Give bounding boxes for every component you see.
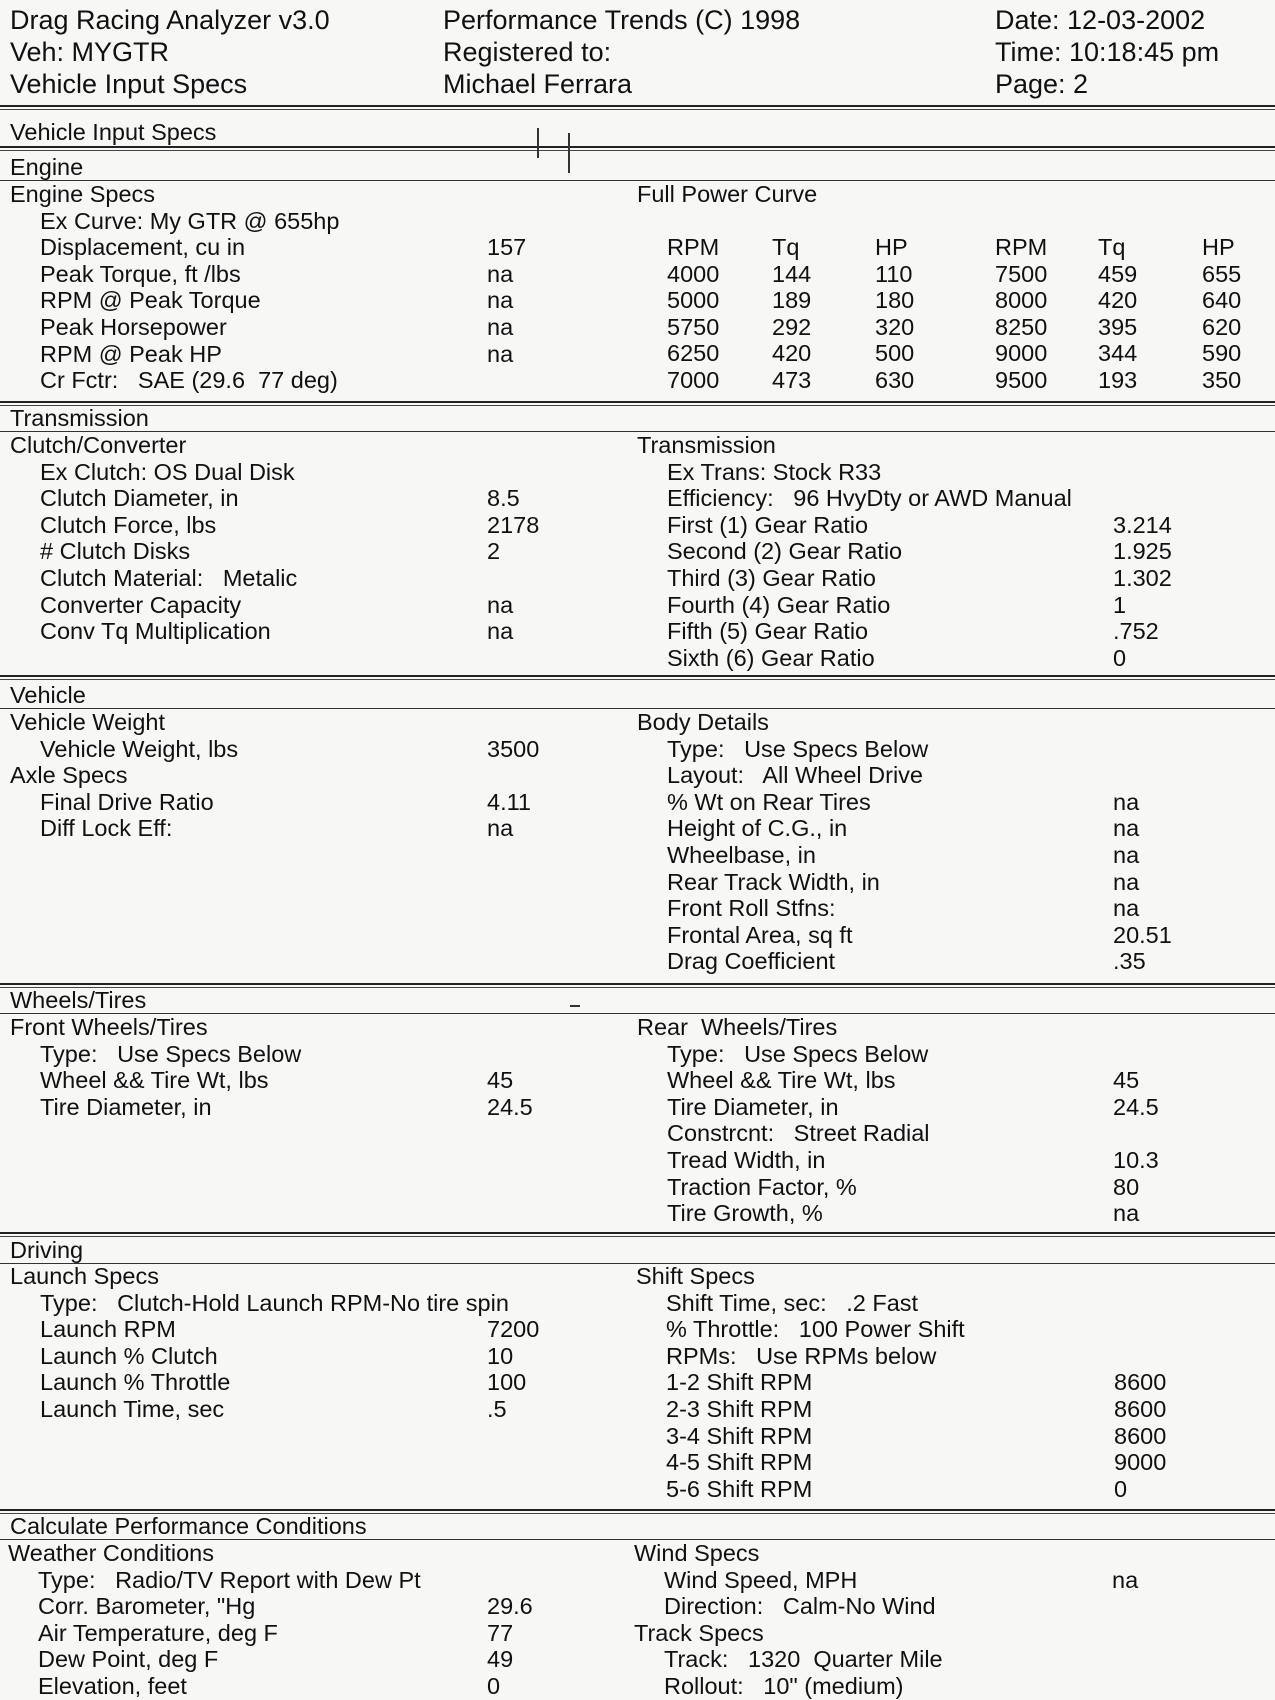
spec-row <box>10 367 610 394</box>
spec-row <box>637 948 1267 975</box>
spec-label: Ex Curve: My GTR @ 655hp <box>40 207 340 234</box>
power-curve-col-header: RPM <box>995 234 1048 260</box>
spec-row <box>637 1067 1267 1094</box>
spec-row <box>637 1174 1267 1201</box>
spec-value: 20.51 <box>1113 921 1172 948</box>
group-heading: Track Specs <box>634 1619 764 1646</box>
power-curve-cell: 620 <box>1202 313 1242 340</box>
spec-row <box>10 341 610 368</box>
group-heading: Transmission <box>637 432 776 458</box>
spec-row <box>637 1094 1267 1121</box>
spec-label: Tread Width, in <box>667 1146 826 1173</box>
spec-label: Air Temperature, deg F <box>38 1619 278 1646</box>
rear-wheels-tires <box>637 1014 1267 1227</box>
divider <box>0 401 1275 406</box>
spec-row <box>637 565 1267 592</box>
shift-specs <box>636 1263 1266 1502</box>
spec-value: 9000 <box>1114 1449 1167 1476</box>
power-curve-cell: 655 <box>1202 260 1242 287</box>
spec-row <box>634 1646 1264 1673</box>
spec-value: na <box>487 618 514 645</box>
spec-value: 1.925 <box>1113 538 1172 565</box>
spec-label: Clutch Force, lbs <box>40 511 217 538</box>
spec-value: na <box>487 287 514 314</box>
spec-value: na <box>1113 788 1140 815</box>
spec-label: RPM @ Peak Torque <box>40 287 261 314</box>
group-heading: Rear Wheels/Tires <box>637 1014 838 1040</box>
spec-value: na <box>487 313 514 340</box>
spec-label: RPMs: Use RPMs below <box>666 1342 937 1369</box>
group-heading: Weather Conditions <box>8 1540 214 1566</box>
spec-value: 8600 <box>1114 1395 1167 1422</box>
spec-row <box>637 592 1267 619</box>
spec-value: 8600 <box>1114 1422 1167 1449</box>
spec-row <box>637 869 1267 896</box>
vehicle-name: Veh: MYGTR <box>10 37 170 67</box>
spec-label: Frontal Area, sq ft <box>667 921 853 948</box>
spec-label: Peak Horsepower <box>40 313 227 340</box>
spec-value: 157 <box>487 234 527 261</box>
spec-value: 8600 <box>1114 1369 1167 1396</box>
spec-value: 49 <box>487 1646 514 1673</box>
spec-row <box>637 485 1267 512</box>
spec-row <box>8 1567 608 1594</box>
scan-artifact <box>568 133 570 173</box>
spec-row <box>637 815 1267 842</box>
group-heading: Clutch/Converter <box>10 432 187 458</box>
spec-label: Type: Clutch-Hold Launch RPM-No tire spin <box>40 1289 509 1316</box>
spec-row <box>10 1041 610 1068</box>
spec-row <box>8 1646 608 1673</box>
transmission-specs <box>637 432 1267 671</box>
spec-row <box>10 287 610 314</box>
spec-row <box>10 1094 610 1121</box>
body-details <box>637 709 1267 975</box>
spec-value: 10 <box>487 1342 514 1369</box>
power-curve-cell: 9500 <box>995 367 1048 393</box>
spec-row <box>637 895 1267 922</box>
spec-value: na <box>487 815 514 842</box>
spec-value: na <box>1112 1566 1139 1593</box>
spec-value: na <box>1113 1200 1140 1227</box>
spec-label: RPM @ Peak HP <box>40 340 222 367</box>
header-left <box>10 4 330 100</box>
spec-label: Launch Time, sec <box>40 1395 225 1422</box>
spec-row <box>10 512 610 539</box>
group-heading: Front Wheels/Tires <box>10 1014 208 1040</box>
spec-row <box>637 1200 1267 1227</box>
spec-label: Conv Tq Multiplication <box>40 618 271 645</box>
power-curve-cell: 5750 <box>667 313 720 340</box>
spec-value: 80 <box>1113 1173 1140 1200</box>
spec-value: 7200 <box>487 1316 540 1343</box>
spec-label: Shift Time, sec: .2 Fast <box>666 1289 919 1316</box>
page-number: Page: 2 <box>995 69 1089 99</box>
power-curve-cell: 344 <box>1098 340 1138 367</box>
report-time: Time: 10:18:45 pm <box>995 37 1220 67</box>
spec-row <box>636 1369 1266 1396</box>
report-header <box>0 4 1275 104</box>
spec-label: Drag Coefficient <box>667 948 836 975</box>
spec-label: Launch % Clutch <box>40 1342 218 1369</box>
spec-value: 24.5 <box>487 1093 533 1120</box>
spec-row <box>10 485 610 512</box>
spec-value: 45 <box>487 1067 514 1094</box>
spec-label: Direction: Calm-No Wind <box>664 1593 936 1620</box>
spec-label: Sixth (6) Gear Ratio <box>667 644 875 671</box>
divider <box>0 675 1275 680</box>
spec-label: Peak Torque, ft /lbs <box>40 260 241 287</box>
spec-label: Third (3) Gear Ratio <box>667 564 876 591</box>
spec-row <box>637 618 1267 645</box>
spec-label: 5-6 Shift RPM <box>666 1475 813 1502</box>
spec-row <box>10 261 610 288</box>
header-divider <box>0 105 1275 110</box>
spec-label: Wheel && Tire Wt, lbs <box>667 1067 896 1094</box>
spec-value: 0 <box>1114 1475 1128 1502</box>
spec-label: Fourth (4) Gear Ratio <box>667 591 891 618</box>
spec-label: Converter Capacity <box>40 591 242 618</box>
spec-row <box>10 1290 610 1317</box>
power-curve-col-header: Tq <box>1098 234 1126 260</box>
spec-value: 0 <box>1113 644 1127 671</box>
section-vehicle-title: Vehicle <box>10 682 86 708</box>
group-heading: Wind Specs <box>634 1540 760 1566</box>
spec-row <box>636 1449 1266 1476</box>
spec-label: Launch % Throttle <box>40 1369 231 1396</box>
section-conditions-title: Calculate Performance Conditions <box>10 1513 367 1539</box>
spec-label: Track: 1320 Quarter Mile <box>664 1646 943 1673</box>
spec-value: 77 <box>487 1619 514 1646</box>
spec-label: Dew Point, deg F <box>38 1646 219 1673</box>
spec-row <box>10 208 610 235</box>
spec-value: 10.3 <box>1113 1146 1159 1173</box>
vehicle-weight-axle <box>10 709 610 842</box>
clutch-converter <box>10 432 610 645</box>
section-wheels-title: Wheels/Tires <box>10 987 147 1013</box>
report-name: Vehicle Input Specs <box>10 69 248 99</box>
spec-value: 4.11 <box>487 788 531 815</box>
power-curve-cell: 320 <box>875 313 915 340</box>
divider <box>0 983 1275 988</box>
spec-label: Constrcnt: Street Radial <box>667 1120 930 1147</box>
spec-label: Tire Diameter, in <box>667 1093 839 1120</box>
spec-value: 3500 <box>487 735 540 762</box>
group-heading: Vehicle Weight <box>10 709 166 735</box>
spec-label: Front Roll Stfns: <box>667 895 836 922</box>
spec-row <box>8 1620 608 1647</box>
spec-row <box>10 234 610 261</box>
power-curve-col-header: RPM <box>667 234 720 260</box>
spec-label: Efficiency: 96 HvyDty or AWD Manual <box>667 485 1072 512</box>
spec-row <box>637 512 1267 539</box>
scan-artifact <box>570 1005 580 1007</box>
spec-label: Rear Track Width, in <box>667 868 880 895</box>
power-curve-cell: 5000 <box>667 287 720 314</box>
spec-value: na <box>1113 868 1140 895</box>
spec-value: 1 <box>1113 591 1127 618</box>
power-curve-cell: 292 <box>772 313 812 340</box>
power-curve-cell: 473 <box>772 367 812 393</box>
spec-row <box>10 1067 610 1094</box>
spec-value: .35 <box>1113 948 1146 975</box>
spec-row <box>10 314 610 341</box>
spec-row <box>636 1290 1266 1317</box>
power-curve-cell: 6250 <box>667 340 720 367</box>
header-right <box>995 4 1219 100</box>
spec-value: 24.5 <box>1113 1093 1159 1120</box>
power-curve-cell: 350 <box>1202 367 1242 393</box>
power-curve-col-header: HP <box>875 234 908 260</box>
app-title: Drag Racing Analyzer v3.0 <box>10 5 330 35</box>
spec-label: First (1) Gear Ratio <box>667 511 869 538</box>
group-heading: Axle Specs <box>10 762 128 789</box>
spec-label: 2-3 Shift RPM <box>666 1395 813 1422</box>
section-driving-title: Driving <box>10 1237 84 1263</box>
spec-label: Vehicle Weight, lbs <box>40 735 239 762</box>
registered-name: Michael Ferrara <box>443 69 633 99</box>
spec-label: Ex Trans: Stock R33 <box>667 458 882 485</box>
spec-row <box>637 1041 1267 1068</box>
engine-specs <box>10 181 610 394</box>
header-center <box>443 4 800 100</box>
spec-row <box>10 736 610 763</box>
spec-row <box>8 1673 608 1700</box>
spec-value: 3.214 <box>1113 511 1172 538</box>
power-curve-cell: 4000 <box>667 260 720 287</box>
group-heading: Engine Specs <box>10 181 156 207</box>
spec-row <box>10 1396 610 1423</box>
spec-row <box>634 1593 1264 1620</box>
copyright: Performance Trends (C) 1998 <box>443 5 801 35</box>
spec-label: Diff Lock Eff: <box>40 815 173 842</box>
spec-value: 1.302 <box>1113 564 1172 591</box>
spec-row <box>10 1343 610 1370</box>
spec-value: 29.6 <box>487 1593 533 1620</box>
spec-label: Type: Use Specs Below <box>667 735 929 762</box>
spec-row <box>637 789 1267 816</box>
spec-label: 3-4 Shift RPM <box>666 1422 813 1449</box>
spec-row <box>637 922 1267 949</box>
power-curve-cell: 180 <box>875 287 915 314</box>
spec-label: % Throttle: 100 Power Shift <box>666 1316 965 1343</box>
report-date: Date: 12-03-2002 <box>995 5 1206 35</box>
spec-label: Type: Use Specs Below <box>40 1040 302 1067</box>
group-heading: Shift Specs <box>636 1263 755 1289</box>
spec-row <box>636 1396 1266 1423</box>
power-curve-cell: 8250 <box>995 313 1048 340</box>
spec-label: Displacement, cu in <box>40 234 246 261</box>
power-curve-cell: 420 <box>772 340 812 367</box>
power-curve-cell: 7500 <box>995 260 1048 287</box>
power-curve-heading: Full Power Curve <box>637 181 818 207</box>
spec-row <box>637 842 1267 869</box>
divider <box>0 146 1275 151</box>
spec-label: # Clutch Disks <box>40 538 191 565</box>
power-curve-col-header: HP <box>1202 234 1235 260</box>
spec-row <box>10 592 610 619</box>
spec-value: na <box>487 260 514 287</box>
power-curve-cell: 110 <box>875 260 913 287</box>
spec-row <box>10 618 610 645</box>
spec-label: % Wt on Rear Tires <box>667 788 871 815</box>
launch-specs <box>10 1263 610 1423</box>
spec-value: 8.5 <box>487 485 520 512</box>
spec-value: .5 <box>487 1395 507 1422</box>
spec-label: 4-5 Shift RPM <box>666 1449 813 1476</box>
spec-row <box>637 1120 1267 1147</box>
spec-row <box>637 459 1267 486</box>
spec-label: Layout: All Wheel Drive <box>667 762 923 789</box>
spec-label: Ex Clutch: OS Dual Disk <box>40 458 295 485</box>
spec-row <box>636 1343 1266 1370</box>
power-curve-cell: 7000 <box>667 367 720 393</box>
spec-label: Type: Use Specs Below <box>667 1040 929 1067</box>
divider <box>0 1232 1275 1237</box>
spec-value: 100 <box>487 1369 527 1396</box>
spec-row <box>10 565 610 592</box>
spec-value: na <box>487 340 514 367</box>
spec-row <box>634 1567 1264 1594</box>
spec-row <box>637 736 1267 763</box>
spec-label: Launch RPM <box>40 1316 176 1343</box>
section-transmission-title: Transmission <box>10 405 149 431</box>
spec-label: Second (2) Gear Ratio <box>667 538 903 565</box>
power-curve-cell: 500 <box>875 340 915 367</box>
spec-label: Wind Speed, MPH <box>664 1566 858 1593</box>
spec-row <box>637 1147 1267 1174</box>
spec-label: Rollout: 10" (medium) <box>664 1672 904 1699</box>
spec-value: 45 <box>1113 1067 1140 1094</box>
spec-label: Clutch Material: Metalic <box>40 564 298 591</box>
spec-label: Clutch Diameter, in <box>40 485 239 512</box>
report-title: Vehicle Input Specs <box>10 119 217 145</box>
weather-conditions <box>8 1540 608 1700</box>
section-engine-title: Engine <box>10 154 84 180</box>
power-curve-cell: 9000 <box>995 340 1048 367</box>
power-curve-cell: 420 <box>1098 287 1138 314</box>
spec-label: Wheelbase, in <box>667 841 816 868</box>
front-wheels-tires <box>10 1014 610 1120</box>
spec-row <box>10 1316 610 1343</box>
power-curve-cell: 590 <box>1202 340 1242 367</box>
spec-label: 1-2 Shift RPM <box>666 1369 813 1396</box>
spec-value: .752 <box>1113 618 1159 645</box>
power-curve-table <box>637 234 1267 394</box>
power-curve-cell: 640 <box>1202 287 1242 314</box>
spec-row <box>10 1369 610 1396</box>
spec-label: Final Drive Ratio <box>40 788 214 815</box>
power-curve-cell: 189 <box>772 287 812 314</box>
spec-row <box>10 815 610 842</box>
power-curve-col-header: Tq <box>772 234 800 260</box>
spec-label: Height of C.G., in <box>667 815 848 842</box>
power-curve-cell: 395 <box>1098 313 1138 340</box>
full-power-curve <box>637 181 1267 393</box>
spec-value: na <box>1113 815 1140 842</box>
group-heading: Body Details <box>637 709 769 735</box>
power-curve-cell: 144 <box>772 260 812 287</box>
power-curve-cell: 630 <box>875 367 915 393</box>
spec-row <box>636 1423 1266 1450</box>
spec-label: Type: Radio/TV Report with Dew Pt <box>38 1566 421 1593</box>
spec-value: na <box>487 591 514 618</box>
spec-label: Tire Growth, % <box>667 1200 823 1227</box>
spec-label: Elevation, feet <box>38 1672 187 1699</box>
spec-row <box>637 538 1267 565</box>
spec-row <box>634 1673 1264 1700</box>
group-heading: Launch Specs <box>10 1263 159 1289</box>
spec-label: Tire Diameter, in <box>40 1093 212 1120</box>
spec-value: 2 <box>487 538 501 565</box>
spec-label: Cr Fctr: SAE (29.6 77 deg) <box>40 367 338 394</box>
spec-value: na <box>1113 895 1140 922</box>
spec-label: Corr. Barometer, "Hg <box>38 1593 256 1620</box>
spec-value: 2178 <box>487 511 540 538</box>
spec-row <box>10 459 610 486</box>
spec-row <box>636 1476 1266 1503</box>
power-curve-cell: 193 <box>1098 367 1138 393</box>
spec-label: Wheel && Tire Wt, lbs <box>40 1067 269 1094</box>
spec-value: 0 <box>487 1672 501 1699</box>
spec-row <box>637 762 1267 789</box>
spec-row <box>637 645 1267 672</box>
spec-row <box>8 1593 608 1620</box>
spec-label: Traction Factor, % <box>667 1173 857 1200</box>
spec-row <box>10 538 610 565</box>
spec-label: Fifth (5) Gear Ratio <box>667 618 869 645</box>
power-curve-cell: 8000 <box>995 287 1048 314</box>
spec-row <box>10 789 610 816</box>
wind-track-specs <box>634 1540 1264 1700</box>
spec-row <box>636 1316 1266 1343</box>
registered-label: Registered to: <box>443 37 612 67</box>
spec-value: na <box>1113 841 1140 868</box>
power-curve-cell: 459 <box>1098 260 1138 287</box>
scan-artifact <box>537 128 539 158</box>
